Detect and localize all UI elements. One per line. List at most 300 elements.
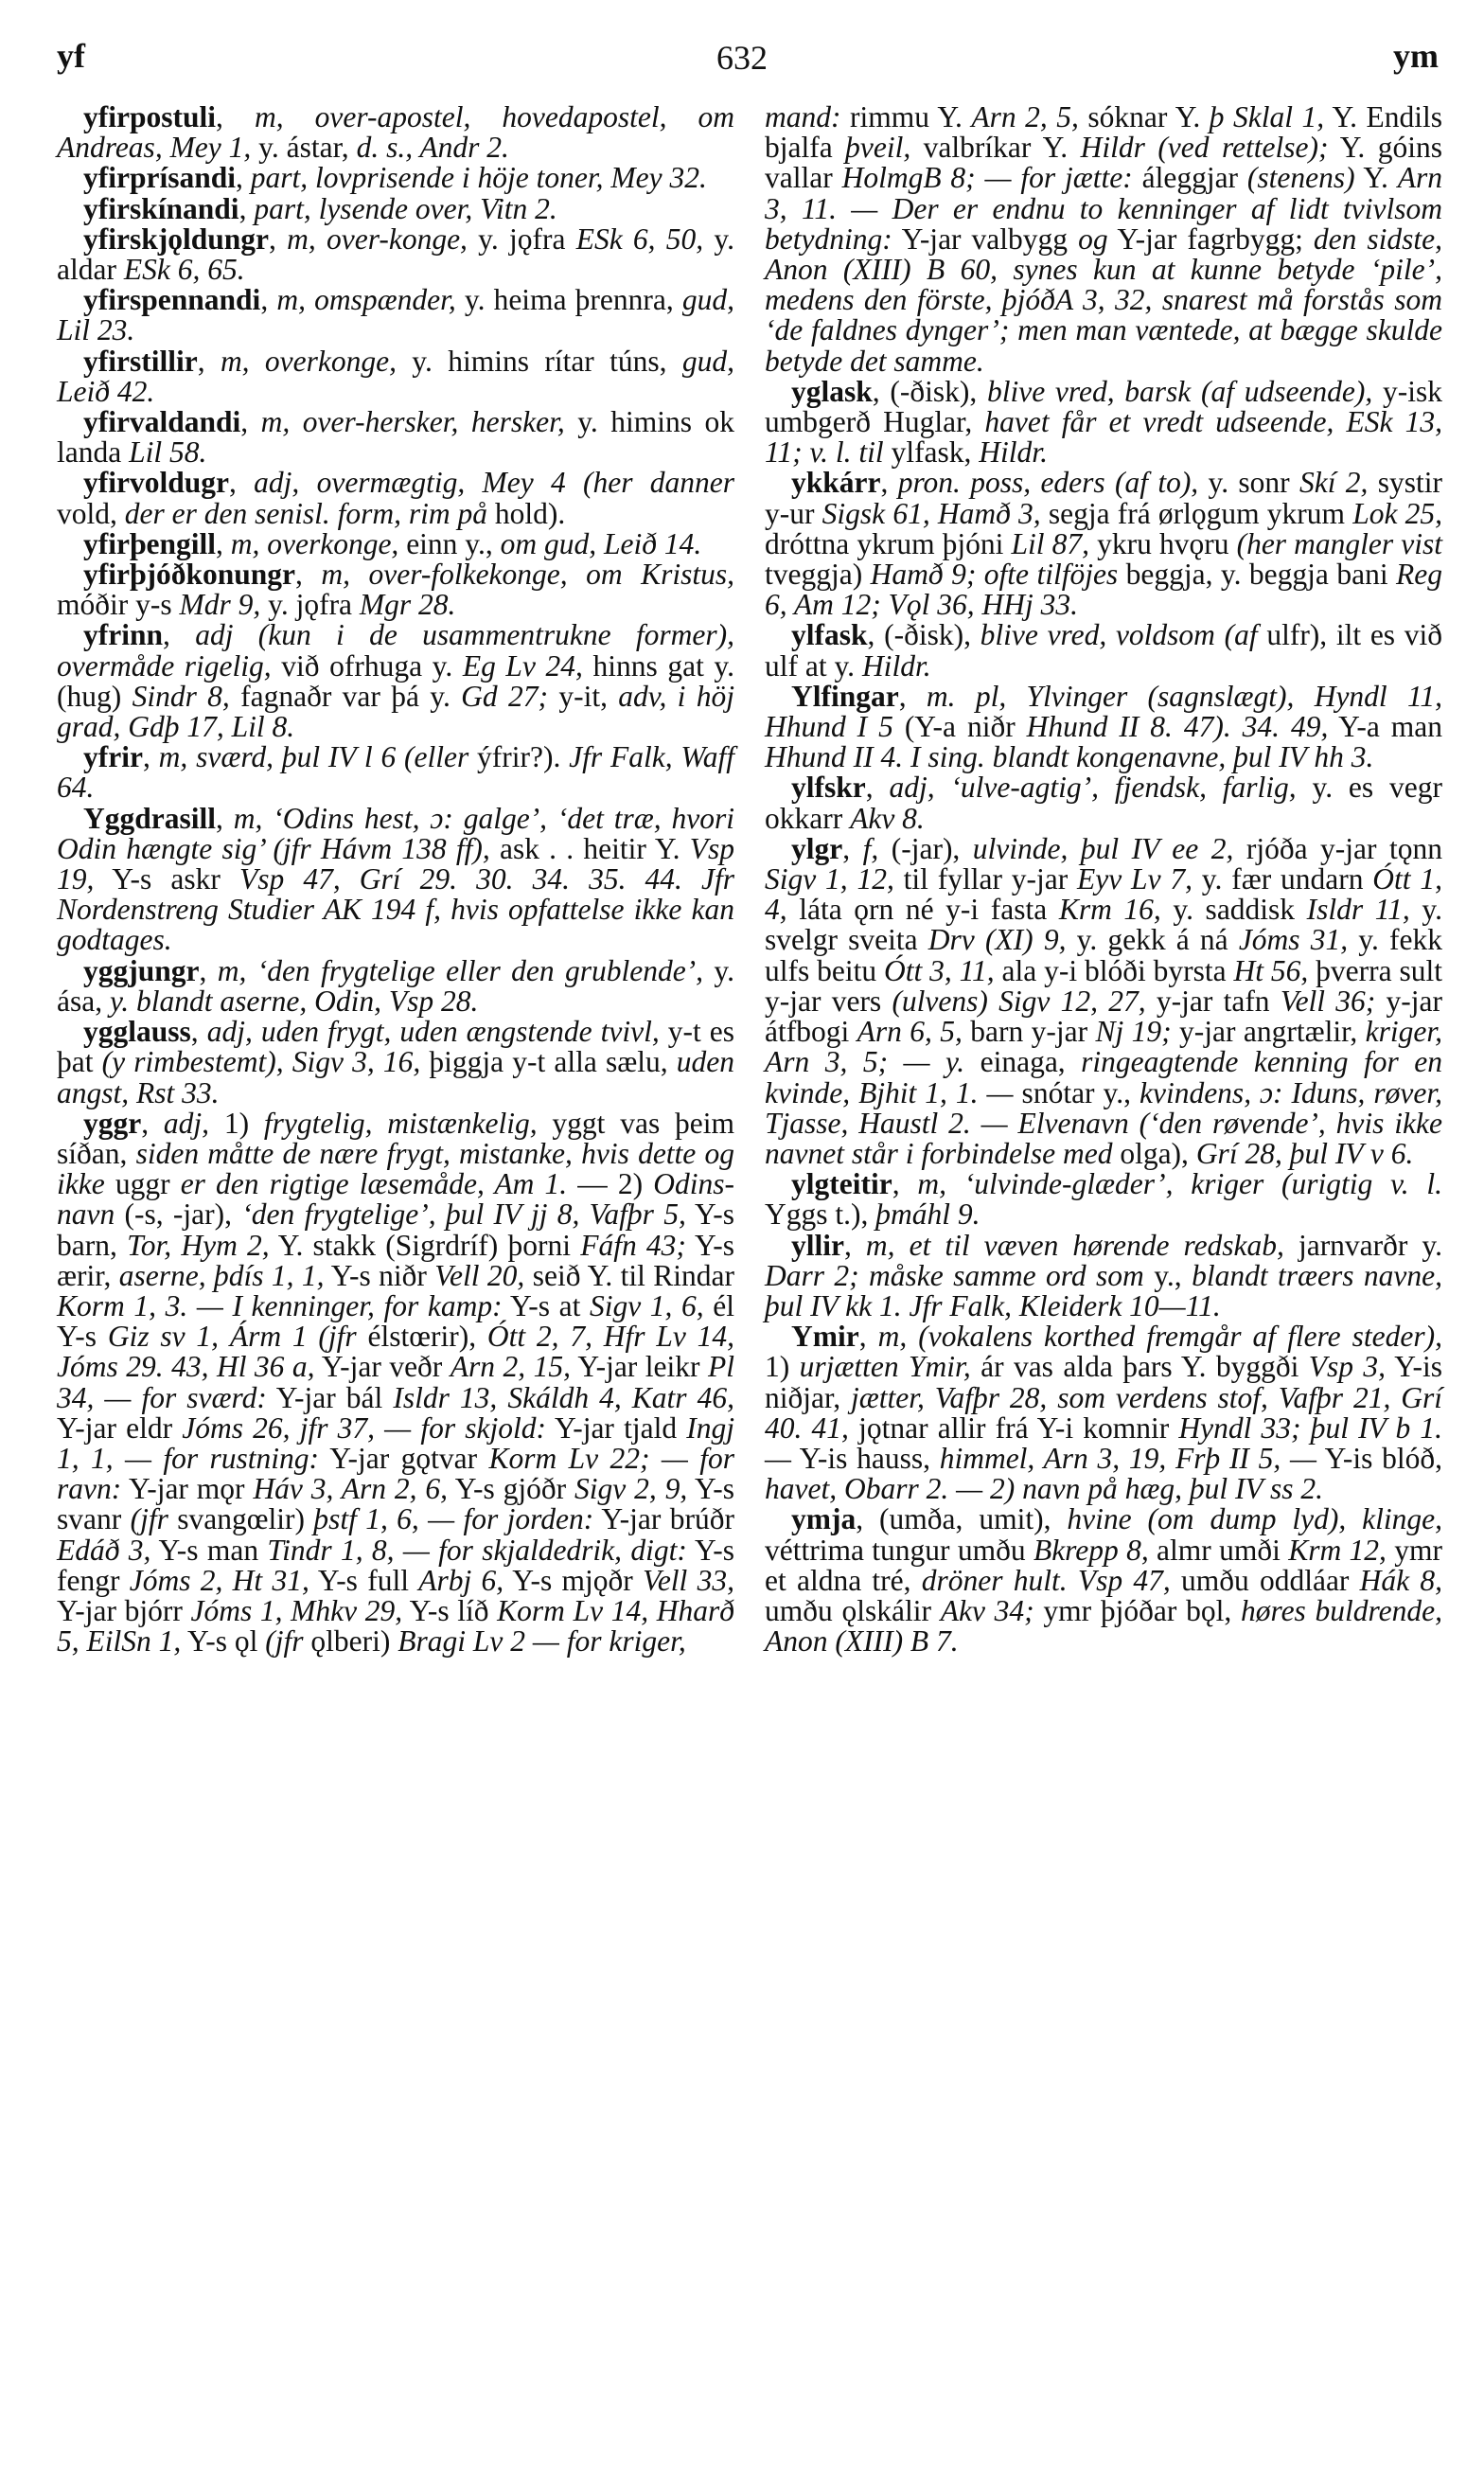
entry-italic-text: havet får et vredt udseende, ESk 13, 11; v. l. til xyxy=(765,405,1442,470)
entry-italic-text: adj, ‘ulve-agtig’, fjendsk, farlig, xyxy=(889,771,1297,805)
dictionary-entry xyxy=(57,742,734,803)
entry-text: við ofrhuga y. xyxy=(271,648,463,683)
entry-text: y. himins ok landa xyxy=(57,405,734,470)
entry-italic-text: Akv 8. xyxy=(850,801,925,835)
entry-headword: yfirpostuli xyxy=(83,100,217,133)
entry-text: él Y-s xyxy=(57,1288,735,1354)
entry-italic-text: Giz sv 1, Árm 1 (jfr xyxy=(107,1320,357,1354)
entry-text: , xyxy=(141,1106,164,1140)
entry-text: jǫtnar allir frá Y-i komnir xyxy=(848,1410,1179,1445)
entry-text: y-t es þat xyxy=(57,1015,734,1079)
entry-text: Y-jar eldr xyxy=(57,1410,183,1445)
entry-text: , (umða, umit), xyxy=(856,1502,1068,1536)
entry-text: y. gekk á ná xyxy=(1066,923,1239,957)
entry-headword: ylgr xyxy=(791,831,843,865)
entry-text: Y-jar valbygg xyxy=(892,222,1079,256)
entry-text: , xyxy=(858,1320,878,1354)
entry-italic-text: mand: xyxy=(765,100,841,133)
entry-italic-text: aserne, þdís 1, 1, xyxy=(118,1258,325,1292)
entry-headword: yfirvoldugr xyxy=(83,466,229,500)
dictionary-entry xyxy=(57,102,734,163)
dictionary-entry xyxy=(765,468,1442,620)
entry-italic-text: Skí 2, xyxy=(1298,466,1369,500)
entry-italic-text: Hák 8, xyxy=(1359,1563,1442,1597)
entry-italic-text: Vell 20, xyxy=(434,1258,525,1292)
entry-text: dróttna ykrum þjóni xyxy=(765,526,1012,560)
entry-text: 1) xyxy=(765,1350,800,1384)
entry-text: y., xyxy=(1143,1258,1192,1292)
entry-italic-text: m, ‘ulvinde-glæder’, kriger (urigtig v. l. xyxy=(917,1167,1442,1201)
entry-text: systir y-ur xyxy=(765,466,1443,530)
entry-text: y. saddisk xyxy=(1160,893,1307,927)
entry-italic-text: Jóms 1, Mhkv 29, xyxy=(190,1593,403,1627)
entry-italic-text: den sidste, Anon (XIII) B 60, synes kun at kunne betyde ‘pile’, medens den förste, þjóðA 3, 32, snarest må forstås som ‘de faldnes dynger’; men man væntede, at bægge skulde betyde det samme. xyxy=(765,222,1442,378)
entry-italic-text: er den rigtige læsemåde, Am 1. xyxy=(180,1167,568,1201)
dictionary-entry xyxy=(765,102,1442,377)
entry-italic-text: Gd 27; xyxy=(461,679,548,713)
entry-italic-text: Bragi Lv 2 — for kriger, xyxy=(398,1624,686,1659)
entry-text: Y. xyxy=(1354,161,1398,195)
entry-italic-text: adj (kun i de usammentrukne former), overmåde rigelig, xyxy=(57,618,735,683)
entry-headword: yllir xyxy=(791,1228,844,1262)
entry-italic-text: (jfr xyxy=(130,1502,168,1536)
entry-italic-text: Akv 34; xyxy=(940,1593,1034,1627)
entry-italic-text: pron. poss, eders (af to), xyxy=(897,466,1199,500)
entry-italic-text: Vsp 19, xyxy=(57,831,734,896)
entry-text: Y-s askr xyxy=(94,862,239,896)
entry-italic-text: Grí 28, þul IV v 6. xyxy=(1195,1136,1414,1170)
entry-italic-text: Jóms 2, Ht 31, xyxy=(129,1563,309,1597)
entry-italic-text: der er den senisl. form, rim på xyxy=(124,496,487,530)
entry-italic-text: Tindr 1, 8, — for skjaldedrik, digt: xyxy=(267,1533,687,1567)
entry-italic-text: siden måtte de nære frygt, mistanke, hvis dette og ikke xyxy=(57,1136,734,1201)
entry-text: , xyxy=(236,161,251,195)
entry-headword: Yggdrasill xyxy=(83,801,217,835)
dictionary-entry xyxy=(765,831,1443,1170)
entry-italic-text: adj, uden frygt, uden ængstende tvivl, xyxy=(206,1015,660,1049)
entry-italic-text: Isldr 13, Skáldh 4, Katr 46, xyxy=(393,1380,734,1414)
entry-italic-text: m, (vokalens korthed fremgår af flere steder), xyxy=(877,1320,1442,1354)
entry-italic-text: m, overkonge, xyxy=(220,344,397,378)
entry-italic-text: Odins-navn xyxy=(57,1167,734,1232)
entry-text: olga), xyxy=(1112,1136,1196,1170)
entry-text: ala y-i blóði byrsta xyxy=(994,953,1234,987)
entry-italic-text: Pl 34, — for sværd: xyxy=(57,1350,734,1414)
entry-headword: ylgteitir xyxy=(791,1167,892,1201)
entry-text: y-it, xyxy=(548,679,619,713)
entry-italic-text: f, xyxy=(862,831,879,865)
entry-italic-text: m, et til væven hørende redskab, xyxy=(865,1228,1284,1262)
entry-italic-text: Bkrepp 8, xyxy=(1033,1533,1149,1567)
entry-text: 1) xyxy=(209,1106,264,1140)
entry-italic-text: frygtelig, mistænkelig, xyxy=(263,1106,538,1140)
entry-italic-text: part, lovprisende i höje toner, Mey 32. xyxy=(250,161,707,195)
entry-text: Y-jar bjórr xyxy=(57,1593,191,1627)
entry-text: ask . . heitir Y. xyxy=(489,831,690,865)
entry-italic-text: kvindens, ɔ: Iduns, røver, Tjasse, Haustl 2. — Elvenavn (‘den røvende’, hvis ikke navnet står i forbindelse med xyxy=(765,1075,1443,1170)
entry-italic-text: m, ‘Odins hest, ɔ: galge’, ‘det træ, hvori Odin hængte sig’ (jfr Hávm 138 ff), xyxy=(57,801,735,865)
dictionary-entry xyxy=(57,191,734,225)
entry-text: y. sonr xyxy=(1198,466,1299,500)
entry-text: , xyxy=(269,222,288,256)
entry-italic-text: (y rimbestemt), Sigv 3, 16, xyxy=(101,1045,421,1079)
entry-italic-text: m, ‘den frygtelige eller den grublende’, xyxy=(217,953,704,987)
entry-text: hold). xyxy=(487,496,566,530)
entry-italic-text: adj, xyxy=(163,1106,210,1140)
entry-text: Y-s niðr xyxy=(324,1258,435,1292)
entry-text: , xyxy=(898,679,927,713)
entry-text: móðir y-s xyxy=(57,588,180,622)
entry-italic-text: Korm 1, 3. — I kenninger, for kamp: xyxy=(57,1288,503,1322)
entry-italic-text: Sigv 1, 12, xyxy=(765,862,894,896)
entry-italic-text: Háv 3, Arn 2, 6, xyxy=(253,1472,449,1506)
entry-text: umðu oddláar xyxy=(1170,1563,1360,1597)
entry-italic-text: m, sværd, þul IV l 6 (eller xyxy=(158,740,469,774)
entry-text: Y. stakk (Sigrdríf) þorni xyxy=(269,1228,581,1262)
entry-italic-text: Lil 58. xyxy=(129,435,207,470)
dictionary-entry xyxy=(57,285,734,346)
entry-italic-text: m, overkonge, xyxy=(230,526,399,560)
entry-text: , xyxy=(197,344,221,378)
entry-text: , xyxy=(216,801,234,835)
entry-text: y-jar tafn xyxy=(1145,984,1281,1018)
entry-italic-text: ulvinde, þul IV ee 2, xyxy=(972,831,1234,865)
entry-italic-text: Mdr 9, xyxy=(179,588,261,622)
entry-italic-text: Vell 36; xyxy=(1280,984,1376,1018)
entry-italic-text: Korm Lv 14, Hharð 5, EilSn 1, xyxy=(57,1593,734,1659)
entry-italic-text: himmel, Arn 3, 19, Frþ II 5, — xyxy=(939,1441,1317,1475)
entry-text: þiggja y-t alla sælu, xyxy=(420,1045,677,1079)
entry-italic-text: Drv (XI) 9, xyxy=(928,923,1067,957)
entry-text: Y-jar bál xyxy=(266,1380,394,1414)
header-guide-word-left: yf xyxy=(57,37,85,75)
entry-italic-text: (stenens) xyxy=(1246,161,1355,195)
entry-text: Y-s full xyxy=(309,1563,419,1597)
entry-italic-text: m, over-folkekonge, om Kristus, xyxy=(321,558,735,592)
entry-text: þverra sult y-jar vers xyxy=(765,953,1442,1018)
entry-italic-text: (jfr xyxy=(265,1624,304,1659)
entry-italic-text: Hamð 9; ofte tilföjes xyxy=(870,558,1119,592)
entry-text: láta ǫrn né y-i fasta xyxy=(786,893,1059,927)
entry-text: einaga, xyxy=(964,1045,1082,1079)
entry-italic-text: m, over-konge, xyxy=(287,222,468,256)
entry-text: Y-s fengr xyxy=(57,1533,734,1597)
entry-italic-text: þ Sklal 1, xyxy=(1209,100,1325,133)
entry-text: áleggjar xyxy=(1132,161,1247,195)
entry-text: rjóða y-jar tǫnn xyxy=(1233,831,1443,865)
entry-headword: yfirskínandi xyxy=(83,191,239,225)
entry-italic-text: Fáfn 43; xyxy=(580,1228,686,1262)
entry-italic-text: Tor, Hym 2, xyxy=(127,1228,270,1262)
entry-text: Y-s barn, xyxy=(57,1198,734,1262)
entry-text: ulfr), ilt es við ulf at y. xyxy=(765,618,1443,683)
entry-italic-text: Krm 12, xyxy=(1288,1533,1387,1567)
entry-italic-text: ringeagtende kenning for en kvinde, Bjhit 1, 1. — xyxy=(765,1045,1442,1109)
entry-text: , xyxy=(240,405,261,439)
dictionary-entry xyxy=(765,1322,1442,1504)
entry-text: almr umði xyxy=(1148,1533,1289,1567)
entry-italic-text: Reg 6, Am 12; Vǫl 36, HHj 33. xyxy=(765,558,1442,622)
entry-text: , xyxy=(842,831,863,865)
entry-text: umðu ǫlskálir xyxy=(765,1593,941,1627)
entry-text: hinns gat y. (hug) xyxy=(57,648,735,713)
entry-text: uggr xyxy=(104,1167,181,1201)
entry-text: ykru hvǫru xyxy=(1089,526,1237,560)
entry-italic-text: høres buldrende, Anon (XIII) B 7. xyxy=(765,1593,1442,1659)
entry-italic-text: Vsp 47, Grí 29. 30. 34. 35. 44. Jfr Nordenstreng Studier AK 194 f, hvis opfattelse ikke kan godtages. xyxy=(57,862,734,957)
entry-text: , xyxy=(190,1015,207,1049)
dictionary-entry xyxy=(765,374,1442,470)
entry-italic-text: Hildr (ved rettelse); xyxy=(1080,131,1329,165)
entry-italic-text: part, lysende over, Vitn 2. xyxy=(254,191,557,225)
entry-text: Y-s líð xyxy=(402,1593,498,1627)
entry-text: , xyxy=(260,283,277,317)
entry-text: barn y-jar xyxy=(962,1015,1096,1049)
entry-text: seið Y. til Rindar xyxy=(524,1258,734,1292)
entry-italic-text: Arn 2, 15, xyxy=(450,1350,572,1384)
entry-text: Y-s mjǫðr xyxy=(504,1563,644,1597)
entry-headword: yglask xyxy=(791,374,873,408)
dictionary-entry xyxy=(57,559,734,620)
entry-italic-text: Sigv 2, 9, xyxy=(574,1472,688,1506)
entry-italic-text: Ótt 3, 11, xyxy=(884,953,995,987)
entry-italic-text: Sindr 8, xyxy=(132,679,230,713)
entry-italic-text: Arn 3, 11. — Der er endnu to kenninger af lidt tvivlsom betydning: xyxy=(765,161,1442,256)
entry-text: snótar y., xyxy=(1013,1075,1140,1109)
entry-italic-text: blive vred, voldsom (af xyxy=(980,618,1258,652)
entry-text: , xyxy=(142,740,159,774)
entry-headword: yfrinn xyxy=(83,618,164,652)
entry-headword: ygglauss xyxy=(83,1015,191,1049)
dictionary-entry xyxy=(765,772,1442,833)
entry-italic-text: Arbj 6, xyxy=(418,1563,504,1597)
entry-italic-text: ESk 6, 50, xyxy=(575,222,704,256)
entry-text: ylfask, xyxy=(883,435,980,470)
entry-italic-text: Ingj 1, 1, — for rustning: xyxy=(57,1410,734,1475)
entry-italic-text: þveil, xyxy=(845,131,911,165)
entry-text: Y. Endils bjalfa xyxy=(765,100,1443,165)
entry-headword: ykkárr xyxy=(791,466,881,500)
dictionary-entry xyxy=(57,1017,734,1109)
entry-text: y. fær undarn xyxy=(1192,862,1373,896)
entry-text: y. fekk ulfs beitu xyxy=(765,923,1442,987)
entry-italic-text: adv, i höj grad, Gdþ 17, Lil 8. xyxy=(57,679,734,744)
entry-italic-text: blive vred, barsk (af udseende), xyxy=(986,374,1373,408)
entry-italic-text: m, omspænder, xyxy=(276,283,456,317)
entry-italic-text: Lok 25, xyxy=(1352,496,1442,530)
dictionary-entry xyxy=(57,620,734,742)
entry-text: Y-jar veðr xyxy=(314,1350,450,1384)
entry-text: y. ása, xyxy=(57,953,734,1018)
entry-text: , xyxy=(238,191,255,225)
entry-italic-text: HolmgB 8; — for jætte: xyxy=(841,161,1133,195)
entry-italic-text: Ótt 2, 7, Hfr Lv 14, Jóms 29. 43, Hl 36 a, xyxy=(57,1320,735,1384)
entry-text: ár vas alda þars Y. byggði xyxy=(970,1350,1309,1384)
dictionary-entry xyxy=(57,953,734,1018)
dictionary-entry xyxy=(57,346,734,407)
dictionary-entry xyxy=(765,1504,1442,1657)
entry-italic-text: Hildr. xyxy=(861,648,931,683)
left-column xyxy=(57,102,734,1657)
entry-text: einn y., xyxy=(398,526,501,560)
entry-text: ymr þjóðar bǫl, xyxy=(1034,1593,1241,1627)
entry-italic-text: gud, Lil 23. xyxy=(57,283,735,347)
dictionary-entry xyxy=(57,801,735,957)
entry-headword: Ylfingar xyxy=(791,679,899,713)
entry-italic-text: Jóms 26, jfr 37, — for skjold: xyxy=(182,1410,546,1445)
entry-text: Y. góins vallar xyxy=(765,131,1442,195)
entry-italic-text: Arn 2, 5, xyxy=(971,100,1079,133)
entry-italic-text: Hyndl 33; þul IV b 1. — xyxy=(765,1410,1442,1475)
entry-text: y. svelgr sveita xyxy=(765,893,1442,957)
entry-italic-text: (her mangler vist xyxy=(1236,526,1442,560)
entry-headword: Ymir xyxy=(791,1320,859,1354)
entry-text: Y-s at xyxy=(502,1288,590,1322)
entry-italic-text: kriger, Arn 3, 5; — y. xyxy=(765,1015,1442,1079)
entry-text: til fyllar y-jar xyxy=(893,862,1078,896)
entry-text: y. jǫfra xyxy=(260,588,360,622)
entry-italic-text: Lil 87, xyxy=(1011,526,1090,560)
entry-text: Y-is niðjar, xyxy=(765,1350,1442,1414)
dictionary-entry xyxy=(765,1228,1443,1322)
entry-italic-text: gud, Leið 42. xyxy=(57,344,734,408)
entry-text: véttrima tungur umðu xyxy=(765,1533,1034,1567)
entry-text: rimmu Y. xyxy=(840,100,972,133)
entry-text: , xyxy=(163,618,196,652)
dictionary-entry xyxy=(765,620,1442,681)
entry-text: segja frá ørlǫgum ykrum xyxy=(1040,496,1353,530)
entry-text: Yggs t.), xyxy=(765,1198,876,1232)
entry-italic-text: m, over-hersker, hersker, xyxy=(260,405,565,439)
entry-text: Y-s svanr xyxy=(57,1472,735,1536)
entry-text: y. himins rítar túns, xyxy=(396,344,682,378)
entry-text: élstœrir), xyxy=(356,1320,487,1354)
entry-text: , xyxy=(199,953,218,987)
entry-headword: yggjungr xyxy=(83,953,200,987)
entry-headword: yfirþjóðkonungr xyxy=(83,558,296,592)
entry-text: beggja, y. beggja bani xyxy=(1118,558,1397,592)
right-column xyxy=(765,102,1442,1657)
entry-headword: yggr xyxy=(83,1106,142,1140)
entry-italic-text: Isldr 11, xyxy=(1306,893,1410,927)
entry-headword: ylfask xyxy=(791,618,868,652)
dictionary-entry xyxy=(57,1106,735,1659)
entry-italic-text: Krm 16, xyxy=(1058,893,1161,927)
entry-text: , xyxy=(216,100,255,133)
entry-italic-text: Eyv Lv 7, xyxy=(1077,862,1192,896)
entry-text: , xyxy=(865,771,890,805)
entry-text: (Y-a niðr xyxy=(892,710,1027,744)
entry-italic-text: Ótt 1, 4, xyxy=(765,862,1442,927)
entry-text: y-jar átfbogi xyxy=(765,984,1443,1049)
entry-text: Y-jar mǫr xyxy=(121,1472,254,1506)
entry-italic-text: Jfr Falk, Waff 64. xyxy=(57,740,734,805)
entry-italic-text: om gud, Leið 14. xyxy=(500,526,702,560)
dictionary-entry xyxy=(765,1169,1442,1230)
entry-italic-text: Vsp 3, xyxy=(1308,1350,1387,1384)
entry-text: fagnaðr var þá y. xyxy=(229,679,462,713)
entry-italic-text: Arn 6, 5, xyxy=(857,1015,963,1049)
entry-italic-text: Sigv 1, 6, xyxy=(589,1288,704,1322)
entry-italic-text: Korm Lv 22; — for ravn: xyxy=(57,1441,735,1506)
entry-italic-text: Hhund II 4. I sing. blandt kongenavne, þul IV hh 3. xyxy=(765,740,1374,774)
entry-text: Y-is blóð, xyxy=(1316,1441,1442,1475)
entry-text: sóknar Y. xyxy=(1078,100,1210,133)
entry-text: y. heima þrennra, xyxy=(455,283,682,317)
dictionary-entry xyxy=(57,407,734,468)
dictionary-entry xyxy=(57,163,734,193)
entry-text: Y-jar brúðr xyxy=(593,1502,734,1536)
entry-headword: yfrir xyxy=(83,740,143,774)
entry-text: y. ástar, xyxy=(251,131,357,165)
entry-italic-text: hvine (om dump lyd), klinge, xyxy=(1067,1502,1443,1536)
header-guide-word-right: ym xyxy=(1393,37,1439,75)
entry-text: Y-jar tjald xyxy=(545,1410,687,1445)
entry-headword: yfirspennandi xyxy=(83,283,261,317)
entry-italic-text: m, over-apostel, hovedapostel, om Andreas, Mey 1, xyxy=(57,100,735,165)
entry-italic-text: Hhund II 8. 47). 34. 49, xyxy=(1026,710,1329,744)
entry-text: , xyxy=(844,1228,866,1262)
entry-text: yggt vas þeim síðan, xyxy=(57,1106,734,1170)
entry-italic-text: blandt træers navne, þul IV kk 1. Jfr Falk, Kleiderk 10—11. xyxy=(765,1258,1442,1322)
entry-italic-text: þstf 1, 6, — for jorden: xyxy=(313,1502,594,1536)
entry-text: , xyxy=(229,466,255,500)
entry-text: ymr et aldna tré, xyxy=(765,1533,1443,1597)
entry-text: , xyxy=(295,558,322,592)
entry-text: Y-s ærir, xyxy=(57,1228,734,1292)
entry-text: Y-jar gǫtvar xyxy=(319,1441,489,1475)
entry-text: Y-jar leikr xyxy=(571,1350,708,1384)
entry-italic-text: uden angst, Rst 33. xyxy=(57,1045,734,1109)
entry-text: Y-s man xyxy=(150,1533,268,1567)
entry-text: , xyxy=(880,466,898,500)
entry-italic-text: Edáð 3, xyxy=(57,1533,151,1567)
entry-text: , (-ðisk), xyxy=(872,374,987,408)
entry-italic-text: Vell 33, xyxy=(643,1563,734,1597)
entry-text: (-jar), xyxy=(878,831,973,865)
dictionary-entry xyxy=(57,224,734,285)
entry-headword: ymja xyxy=(791,1502,857,1536)
entry-italic-text: Mgr 28. xyxy=(359,588,456,622)
entry-text: y-jar angrtælir, xyxy=(1171,1015,1366,1049)
entry-headword: yfirprísandi xyxy=(83,161,237,195)
dictionary-entry xyxy=(57,468,734,528)
entry-text: — 2) xyxy=(567,1167,654,1201)
entry-italic-text: Darr 2; måske samme ord som xyxy=(765,1258,1144,1292)
entry-text: jarnvarðr y. xyxy=(1283,1228,1443,1262)
entry-text: tveggja) xyxy=(765,558,871,592)
entry-text: Y-s ǫl xyxy=(181,1624,266,1659)
entry-italic-text: m. pl, Ylvinger (sagnslægt), Hyndl 11, Hhund I 5 xyxy=(765,679,1443,744)
entry-italic-text: (ulvens) Sigv 12, 27, xyxy=(892,984,1146,1018)
entry-text: ýfrir?). xyxy=(468,740,570,774)
entry-headword: yfirskjǫldungr xyxy=(83,222,270,256)
entry-headword: yfirstillir xyxy=(83,344,198,378)
entry-text: valbríkar Y. xyxy=(910,131,1081,165)
entry-italic-text: y. blandt aserne, Odin, Vsp 28. xyxy=(109,984,479,1018)
entry-text: Y-a man xyxy=(1328,710,1442,744)
entry-text: vold, xyxy=(57,496,125,530)
entry-italic-text: jætter, Vafþr 28, som verdens stof, Vafþr 21, Grí 40. 41, xyxy=(765,1380,1442,1445)
entry-italic-text: d. s., Andr 2. xyxy=(356,131,509,165)
dictionary-entry xyxy=(57,526,734,560)
entry-italic-text: havet, Obarr 2. — 2) navn på hæg, þul IV ss 2. xyxy=(765,1472,1324,1506)
entry-text: , (-ðisk), xyxy=(867,618,980,652)
entry-italic-text: ESk 6, 65. xyxy=(123,253,245,287)
entry-text: Y-is hauss, xyxy=(791,1441,940,1475)
entry-text: Y-s gjóðr xyxy=(448,1472,575,1506)
entry-text: y. jǫfra xyxy=(467,222,576,256)
